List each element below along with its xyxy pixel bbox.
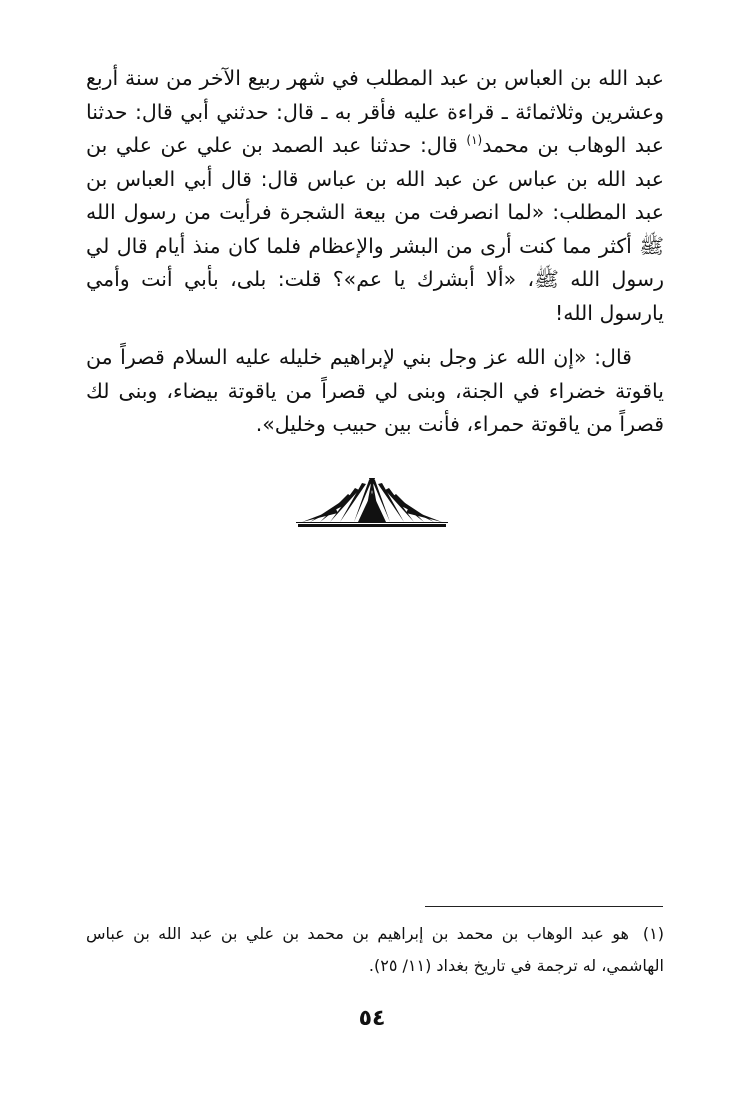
footnote xyxy=(86,918,664,982)
footnote-divider xyxy=(425,906,663,907)
page-number: ٥٤ xyxy=(358,1006,386,1031)
footnote-text: هو عبد الوهاب بن محمد بن إبراهيم بن محمد بن علي بن عبد الله بن عباس الهاشمي، له ترجمة في تاريخ بغداد (١١/ ٢٥). xyxy=(86,924,664,975)
sunburst-ornament-icon xyxy=(296,478,448,530)
paragraph-2: قال: «إن الله عز وجل بني لإبراهيم خليله عليه السلام قصراً من ياقوتة خضراء في الجنة، وبنى لي قصراً من ياقوتة بيضاء، وبنى لك قصراً من ياقوتة حمراء، فأنت بين حبيب وخليل». xyxy=(86,345,664,436)
paragraph-1-text-end: قال: حدثنا عبد الصمد بن علي عن علي بن عبد الله بن عباس عن عبد الله بن عباس قال: قال أبي العباس بن عبد المطلب: «لما انصرفت من بيعة الشجرة فرأيت من رسول الله ﷺ أكثر مما كنت أرى من البشر والإعظام فلما كان منذ أيام قال لي رسول الله ﷺ، «ألا أبشرك يا عم»؟ قلت: بلى، بأبي أنت وأمي يارسول الله! xyxy=(86,133,664,325)
paragraph-1-text-start: عبد الله بن العباس بن عبد المطلب في شهر ربيع الآخر من سنة أربع وعشرين وثلاثمائة ـ قراءة عليه فأقر به ـ قال: حدثني أبي قال: حدثنا عبد الوهاب بن محمد xyxy=(86,66,664,157)
footnote-number: (١) xyxy=(642,924,664,943)
footnote-reference[interactable]: (١) xyxy=(466,133,483,148)
paragraph-1 xyxy=(86,62,664,330)
